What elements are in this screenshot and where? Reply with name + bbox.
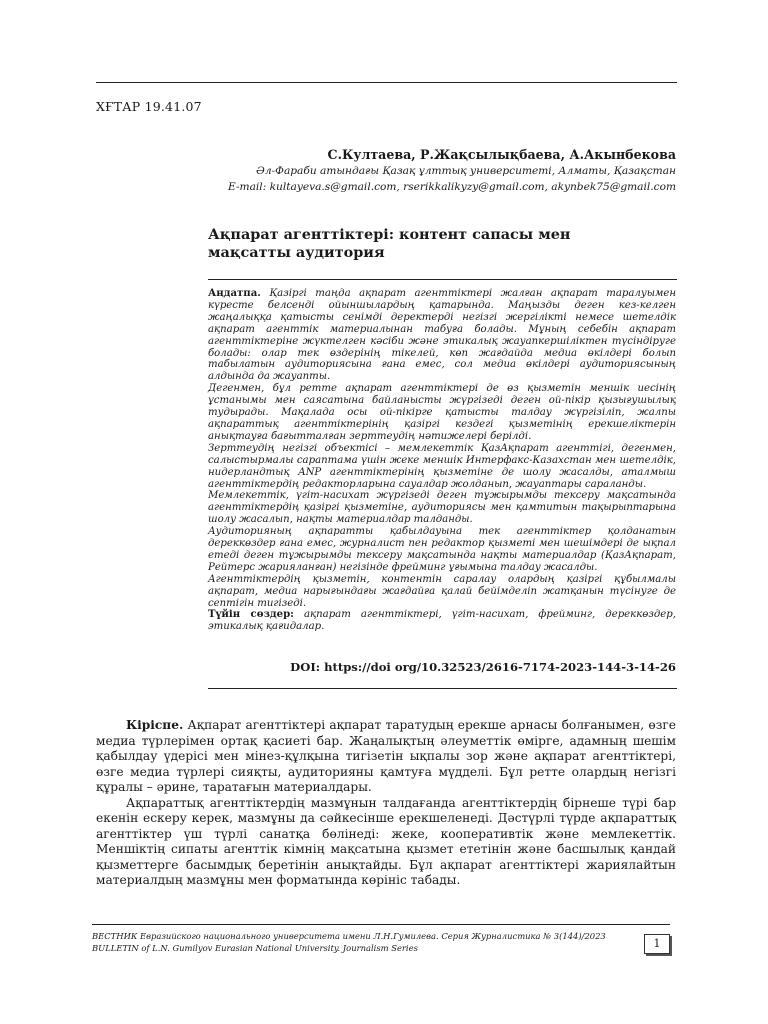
introduction	[96, 718, 676, 889]
abstract	[208, 288, 676, 633]
intro-label: Кіріспе.	[126, 718, 184, 732]
top-rule	[96, 82, 677, 83]
authors: С.Култаева, Р.Жақсылықбаева, А.Акынбекова	[327, 147, 676, 162]
classification-code: ХҒТАР 19.41.07	[96, 99, 202, 114]
intro-paragraph: Ақпараттық агенттіктердің мазмұнын талдағанда агенттіктердің бірнеше түрі бар екенін ескеру керек, мазмұны да сәйкесінше ерекшеленеді. Дәстүрлі түрде ақпараттық агенттіктер үш түрлі санатқа бөлінеді: жеке, кооперативтік және мемлекеттік. Меншіктің сипаты агенттік кімнің мақсатына қызмет ететінін және басшылық қандай қызметтерге басымдық беретінін анықтайды. Бұл ақпарат агенттіктері жариялайтын материалдың мазмұны мен форматында көрініс табады.	[96, 795, 676, 888]
abstract-top-rule	[208, 279, 677, 280]
abstract-paragraph: Дегенмен, бұл ретте ақпарат агенттіктері де өз қызметін меншік иесінің ұстанымы мен саясатына байланысты жүргізеді деген ой-пікір қызығушылық тудырады. Мақалада осы ой-пікірге қатысты талдау жүргізіліп, жалпы ақпараттық агенттіктерінің қазіргі кездегі қызметінің ерекшеліктерін анықтауға бағытталған зерттеудің нәтижелері берілді.	[208, 383, 676, 442]
email-line: E-mail: kultayeva.s@gmail.com, rserikkalikyzy@gmail.com, akynbek75@gmail.com	[228, 181, 676, 193]
affiliation: Әл-Фараби атындағы Қазақ ұлттық университеті, Алматы, Қазақстан	[256, 165, 676, 177]
abstract-paragraph: Аудиторияның ақпаратты қабылдауына тек агенттіктер қолданатын дереккөздер ғана емес, журналист пен редактор қызметі мен шешімдері де ықпал етеді деген тұжырымды тексеру мақсатында нақты материалдар (ҚазАқпарат, Рейтерс жарияланған) негізінде фрейминг ұғымына талдау жасалды.	[208, 526, 676, 573]
abstract-paragraph: Аңдатпа. Қазіргі таңда ақпарат агенттіктері жалған ақпарат таралуымен күресте белсенді ойыншылардың қатарында. Маңызды деген кез-келген жаңалыққа қатысты сенімді деректерді негізгі жергілікті немесе шетелдік ақпарат агенттік материалынан табуға болады. Мұның себебін ақпарат агенттіктеріне жүктелген кәсіби және этикалық жауапкершіліктен түсіндіруге болады: олар тек өздерінің тікелей, көп жағдайда медиа өкілдері болып табылатын аудиториясына ғана емес, сол медиа өкілдері аудиториясының алдында да жауапты.	[208, 287, 676, 383]
abstract-paragraph: Агенттіктердің қызметін, контентін саралау олардың қазіргі құбылмалы ақпарат, медиа нарығындағы жағдайға қалай бейімделіп жатқанын түсінуге де септігін тигізеді.	[208, 573, 676, 609]
footer-line-ru: ВЕСТНИК Евразийского национального университета имени Л.Н.Гумилева. Серия Журналистика № 3(144)/2023	[92, 931, 606, 941]
keywords: Түйін сөздер: ақпарат агенттіктері, үгіт-насихат, фрейминг, дереккөздер, этикалық қағидалар.	[208, 608, 676, 633]
footer-rule	[92, 924, 670, 925]
abstract-label: Аңдатпа.	[208, 287, 261, 299]
journal-footer	[92, 930, 606, 954]
abstract-paragraph: Зерттеудің негізгі объектісі – мемлекеттік ҚазАқпарат агенттігі, дегенмен, салыстырмалы сараптама үшін жеке меншік Интерфакс-Казахстан мен шетелдік, нидерландтық ANP агенттіктерінің қызметіне де шолу жасалды, аталмыш агенттіктердің редакторларына сауалдар жолданып, жауаптары сараланды.	[208, 442, 676, 490]
intro-paragraph: Кіріспе. Ақпарат агенттіктері ақпарат таратудың ерекше арнасы болғанымен, өзге медиа түрлерімен ортақ қасиеті бар. Жаңалықтың әлеуметтік өмірге, адамның шешім қабылдау үдерісі мен мінез-құлқына тигізетін ықпалы зор және ақпарат агенттіктері, өзге медиа түрлері сияқты, аудиторияны қамтуға мүдделі. Бұл ретте олардың негізгі құралы – әрине, таратағын материалдары.	[96, 718, 676, 795]
page-number: 1	[644, 934, 670, 954]
abstract-bottom-rule	[208, 688, 677, 689]
footer-line-en: BULLETIN of L.N. Gumilyov Eurasian National University. Journalism Series	[92, 943, 418, 953]
keywords-label: Түйін сөздер:	[208, 608, 294, 621]
article-title: Ақпарат агенттіктері: контент сапасы мен мақсатты аудитория	[208, 226, 571, 261]
abstract-paragraph: Мемлекеттік, үгіт-насихат жүргізеді деген тұжырымды тексеру мақсатында агенттіктердің қазіргі қызметіне, аудиториясы мен қамтитын тақырыптарына шолу жасалып, нақты материалдар талданды.	[208, 490, 676, 526]
doi-link[interactable]: DOI: https://doi org/10.32523/2616-7174-2023-144-3-14-26	[290, 660, 676, 674]
